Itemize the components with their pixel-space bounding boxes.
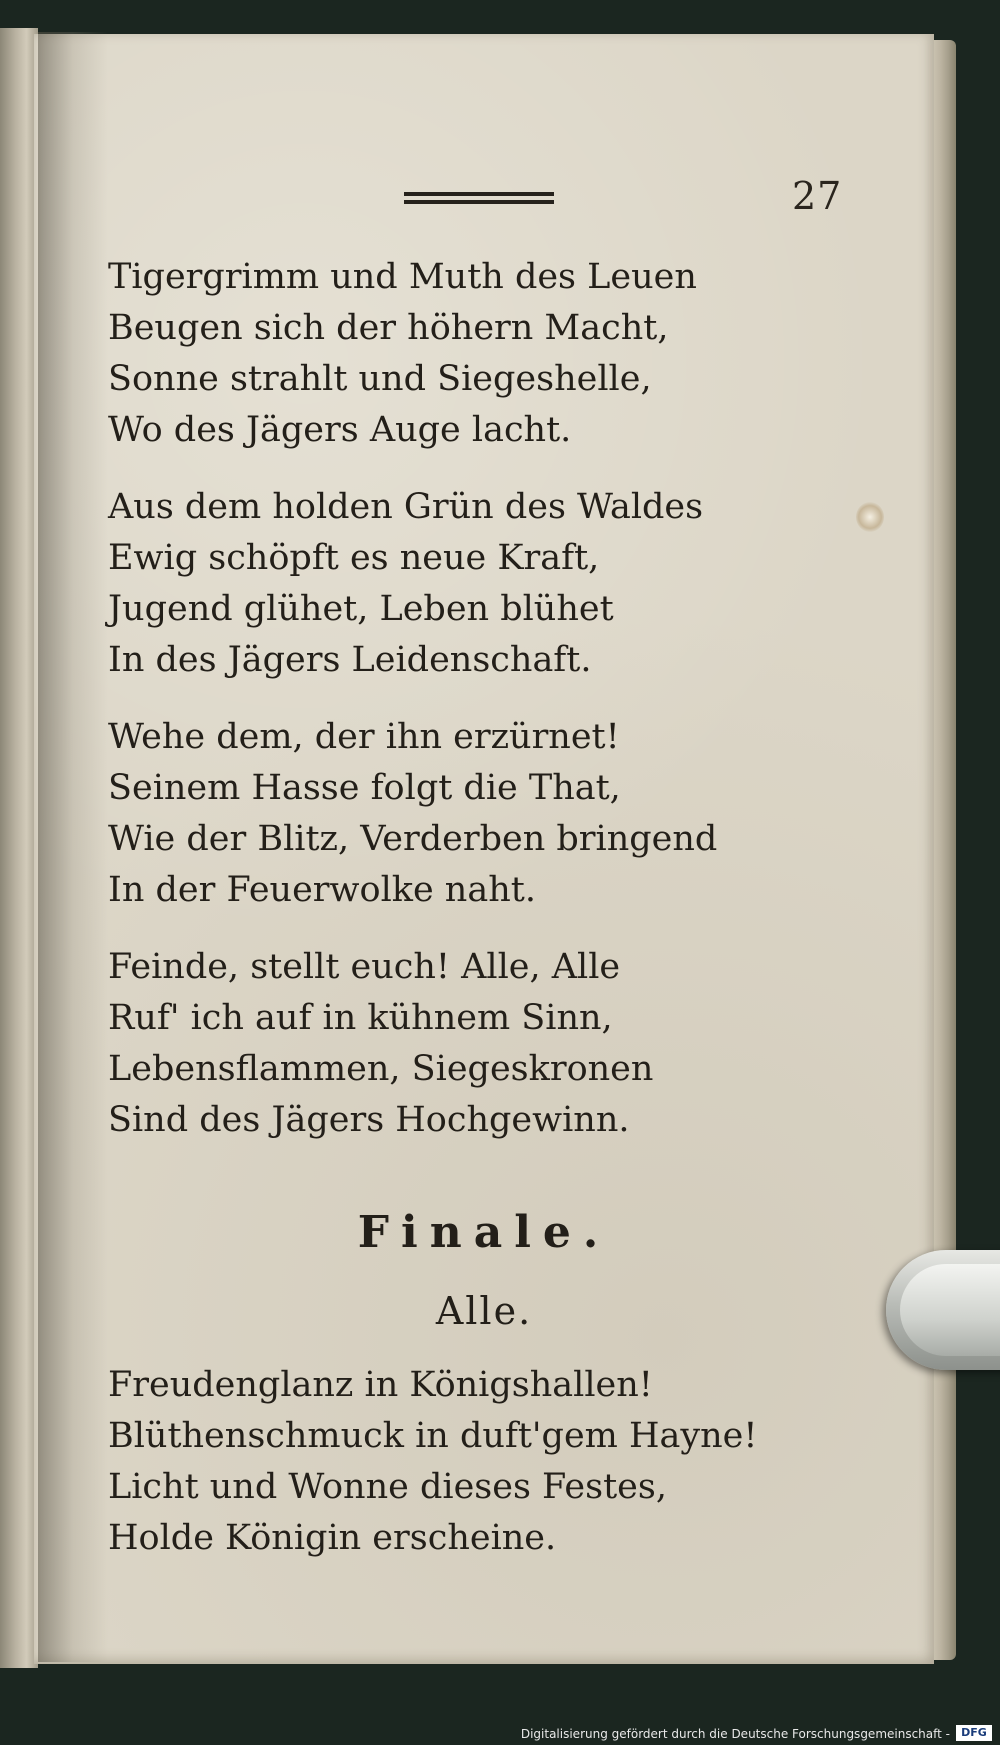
verse-line: Lebensflammen, Siegeskronen [108,1049,654,1089]
verse-line: Holde Königin erscheine. [108,1518,557,1558]
verse-line: Licht und Wonne dieses Festes, [108,1467,667,1507]
rule-line [404,200,554,204]
stanza-1 [108,252,697,456]
finale-speaker: Alle. [435,1289,533,1333]
verse-line: Seinem Hasse folgt die That, [108,768,621,808]
verse-line: Jugend glühet, Leben blühet [108,589,614,629]
verse-line: Freudenglanz in Königshallen! [108,1365,653,1405]
page-clip [886,1250,1000,1370]
verse-line: Ruf' ich auf in kühnem Sinn, [108,998,613,1038]
header-rule [404,192,554,208]
stanza-3 [108,712,717,916]
book-page [34,34,934,1664]
verse-line: In der Feuerwolke naht. [108,870,536,910]
page-number: 27 [792,174,843,218]
dfg-logo: DFG [956,1725,992,1741]
stanza-2 [108,482,703,686]
verse-line: Blüthenschmuck in duft'gem Hayne! [108,1416,758,1456]
rule-line [404,192,554,196]
verse-line: Sonne strahlt und Siegeshelle, [108,359,652,399]
verse-line: Wie der Blitz, Verderben bringend [108,819,718,859]
gutter-shadow [38,32,108,1662]
verse-line: Beugen sich der höhern Macht, [108,308,669,348]
verse-line: Tigergrimm und Muth des Leuen [108,257,697,297]
digitization-credit: Digitalisierung gefördert durch die Deutsche Forschungsgemeinschaft - [520,1727,950,1741]
left-page-edge [0,28,38,1668]
verse-line: Aus dem holden Grün des Waldes [108,487,704,527]
verse-line: Ewig schöpft es neue Kraft, [108,538,600,578]
finale-heading: Finale. [357,1207,611,1258]
verse-line: Feinde, stellt euch! Alle, Alle [108,947,621,987]
verse-line: Wo des Jägers Auge lacht. [108,410,572,450]
finale-stanza [108,1360,757,1564]
stanza-4 [108,942,653,1146]
verse-line: In des Jägers Leidenschaft. [108,640,592,680]
page-clip-highlight [900,1264,1000,1356]
verse-line: Wehe dem, der ihn erzürnet! [108,717,620,757]
paper-stain [856,502,884,532]
verse-line: Sind des Jägers Hochgewinn. [108,1100,630,1140]
